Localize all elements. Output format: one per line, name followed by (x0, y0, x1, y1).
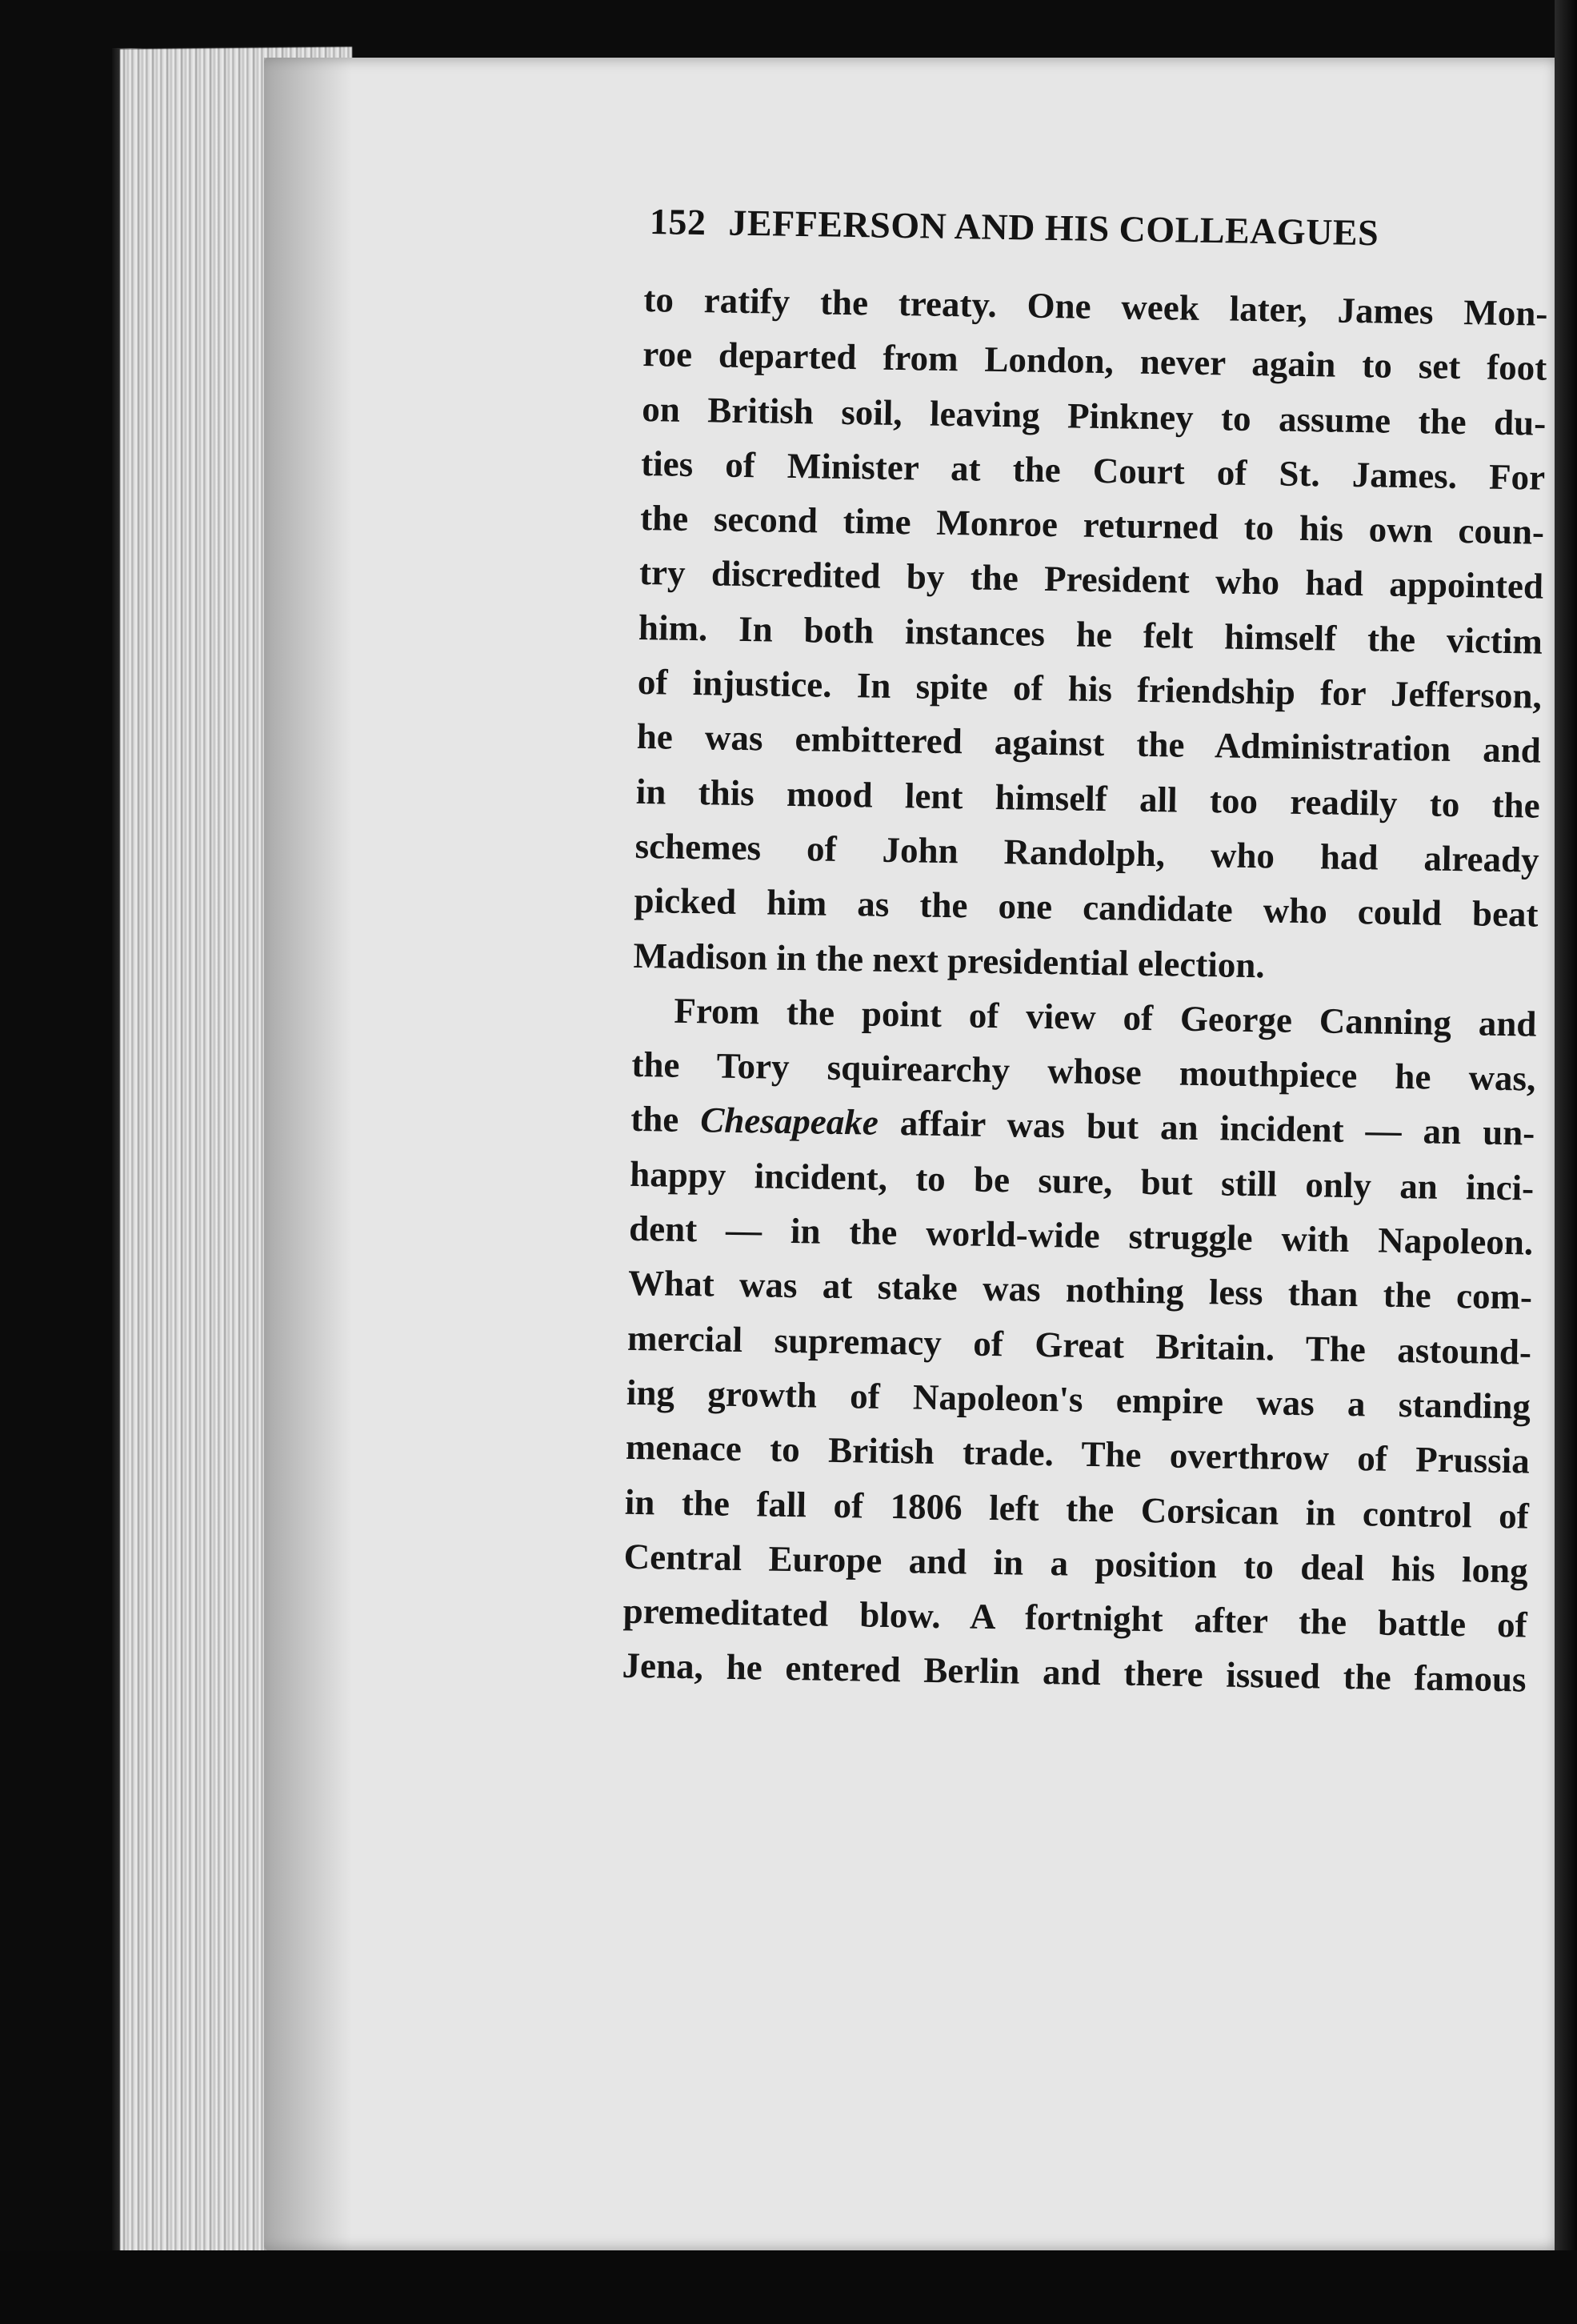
text-line: the second time Monroe returned to his own coun- (639, 498, 1545, 552)
text-line: he was embittered against the Administration and (636, 716, 1542, 771)
text-line: ing growth of Napoleon's empire was a standing (626, 1372, 1531, 1427)
body-text (622, 272, 1548, 1707)
text-line: Central Europe and in a position to deal his long (623, 1536, 1529, 1591)
text-line: Madison in the next presidential election. (633, 935, 1266, 985)
text-line: of injustice. In spite of his friendship for Jefferson, (637, 662, 1543, 716)
text-line: mercial supremacy of Great Britain. The astound- (626, 1317, 1532, 1372)
text-line: picked him as the one candidate who could beat (634, 880, 1539, 935)
text-line: roe departed from London, never again to set foot (642, 334, 1547, 389)
text-line: menace to British trade. The overthrow of Prussia (625, 1427, 1531, 1481)
text-line: premeditated blow. A fortnight after the battle of (622, 1590, 1527, 1645)
italic-ship-name: Chesapeake (699, 1100, 879, 1144)
gutter-shade (264, 58, 352, 2250)
text-line: happy incident, to be sure, but still only an inci- (629, 1153, 1535, 1208)
text-run: the (630, 1099, 701, 1140)
text-line: to ratify the treaty. One week later, James Mon- (643, 278, 1548, 334)
text-line: What was at stake was nothing less than the com- (627, 1263, 1533, 1317)
text-line: schemes of John Randolph, who had already (634, 825, 1539, 880)
text-line: Jena, he entered Berlin and there issued the famous (622, 1645, 1527, 1700)
text-line: in this mood lent himself all too readily to the (635, 771, 1541, 826)
paragraph-2 (622, 983, 1537, 1707)
scan-border-bottom (0, 2250, 1577, 2324)
page-number: 152 (649, 201, 706, 243)
text-line: on British soil, leaving Pinkney to assume the du- (641, 388, 1547, 443)
scan-border-right (1555, 0, 1577, 2324)
text-line: dent — in the world-wide struggle with Napoleon. (628, 1208, 1534, 1263)
text-line: ties of Minister at the Court of St. James. For (640, 443, 1546, 498)
paragraph-1 (633, 272, 1548, 996)
text-line: him. In both instances he felt himself the victim (638, 607, 1543, 662)
text-line: try discredited by the President who had appointed (638, 552, 1544, 607)
running-title: JEFFERSON AND HIS COLLEAGUES (728, 202, 1379, 254)
text-line: From the point of view of George Canning and (674, 990, 1537, 1044)
text-line: the Tory squirearchy whose mouthpiece he was, (631, 1044, 1536, 1099)
text-run: affair was but an incident — an un- (878, 1103, 1535, 1154)
text-line: in the fall of 1806 left the Corsican in control of (624, 1481, 1530, 1537)
